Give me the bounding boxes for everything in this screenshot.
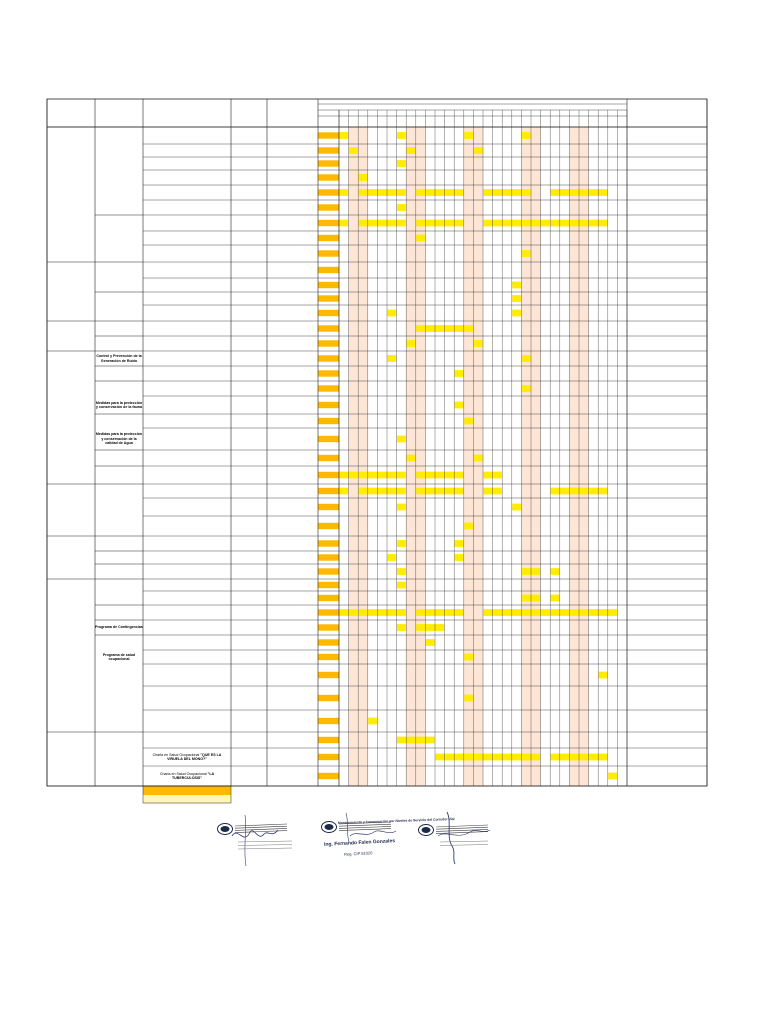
cell-orange [318, 235, 339, 241]
cell-orange [318, 582, 339, 588]
cell-filled [407, 147, 416, 154]
signature-block-center [318, 816, 455, 864]
cell-filled [339, 132, 348, 139]
cell-filled [387, 310, 396, 317]
cell-filled [455, 370, 464, 377]
cell-filled [359, 220, 406, 227]
cell-filled [407, 340, 416, 347]
activity-label: Programa de Contingencias [95, 625, 143, 630]
cell-orange [318, 436, 339, 442]
cell-filled [464, 523, 473, 530]
stamp-seal-core [221, 826, 230, 832]
cell-filled [359, 472, 406, 479]
stamp-header: Mantenimiento y Conservación por Niveles de Servicio del Corredor Vial [337, 816, 455, 826]
cell-filled [368, 718, 377, 725]
cell-orange [318, 624, 339, 630]
cell-filled [339, 488, 348, 495]
cell-orange [318, 355, 339, 361]
stamp-left [218, 815, 293, 866]
cell-orange [318, 609, 339, 615]
cell-orange [318, 639, 339, 645]
cell-filled [387, 355, 396, 362]
cell-filled [599, 672, 608, 679]
cell-filled [522, 132, 531, 139]
stamp-seal-core [422, 827, 431, 833]
cell-orange [318, 540, 339, 546]
total-bar-orange [143, 786, 231, 795]
schedule-cells [143, 132, 617, 803]
total-bar-light [143, 795, 231, 803]
activity-label: Medidas para la protección y conservación de la fauna [95, 400, 143, 409]
cell-filled [359, 609, 406, 616]
cell-orange [318, 595, 339, 601]
cell-orange [318, 282, 339, 288]
cell-filled [455, 554, 464, 561]
stamp-text-line [235, 831, 287, 833]
stamp-caption-line [238, 845, 292, 846]
cell-orange [318, 295, 339, 301]
stamp-caption-line [238, 848, 292, 849]
cell-filled [464, 132, 473, 139]
cell-filled [359, 488, 406, 495]
cell-filled [387, 554, 396, 561]
cell-filled [483, 220, 549, 227]
week-column-tint [349, 127, 359, 786]
cell-filled [359, 174, 368, 181]
stamp-text-line [436, 827, 488, 829]
cell-filled [416, 488, 463, 495]
cell-filled [397, 582, 406, 589]
cell-filled [416, 624, 444, 631]
cell-filled [512, 504, 521, 511]
cell-filled [551, 609, 617, 616]
cell-filled [416, 472, 463, 479]
cell-orange [318, 189, 339, 195]
stamp-text-line [235, 824, 287, 826]
cell-orange [318, 773, 339, 779]
cell-filled [464, 418, 473, 425]
cell-filled [551, 595, 560, 602]
cell-orange [318, 160, 339, 166]
table-grid [47, 99, 707, 803]
cell-filled [608, 773, 617, 780]
activity-label: Charla en Salud Ocupacional "QUE ES LA VIRUELA DEL MONO?" [152, 752, 222, 761]
cell-orange [318, 568, 339, 574]
table-border [47, 99, 707, 786]
cell-filled [522, 250, 531, 257]
cell-orange [318, 204, 339, 210]
cell-filled [349, 147, 358, 154]
cell-filled [397, 568, 406, 575]
cell-orange [318, 554, 339, 560]
cell-orange [318, 695, 339, 701]
stamp-text-line [235, 828, 287, 830]
cell-filled [339, 220, 348, 227]
cell-orange [318, 385, 339, 391]
cell-filled [416, 235, 425, 242]
stamp-caption-line [238, 841, 292, 842]
week-column-tint [464, 127, 474, 786]
cell-orange [318, 147, 339, 153]
cell-filled [435, 754, 540, 761]
stamp-text-line [436, 832, 488, 834]
stamp-caption-line [440, 841, 488, 842]
cell-filled [397, 504, 406, 511]
cell-orange [318, 488, 339, 494]
cell-filled [522, 385, 531, 392]
signature-stroke [245, 815, 246, 866]
activity-label: Control y Prevención de la Generación de Ruido [96, 354, 142, 363]
cell-filled [483, 609, 549, 616]
cell-filled [512, 310, 521, 317]
cell-filled [397, 132, 406, 139]
cell-filled [464, 654, 473, 661]
cell-filled [397, 160, 406, 167]
activity-label: Programa de salud ocupacional [102, 652, 136, 661]
cell-filled [416, 189, 463, 196]
cell-filled [551, 568, 560, 575]
cell-orange [318, 754, 339, 760]
cell-filled [426, 639, 435, 646]
cell-orange [318, 174, 339, 180]
cell-filled [512, 295, 521, 302]
signer-registration: Reg. CIP 81020 [343, 850, 373, 857]
cell-filled [474, 340, 483, 347]
cell-filled [522, 355, 531, 362]
cell-filled [483, 189, 530, 196]
activity-label: Medidas para la protección y conservación de la calidad de Agua [95, 432, 143, 446]
cell-orange [318, 737, 339, 743]
cell-filled [339, 189, 348, 196]
cell-filled [512, 282, 521, 289]
cell-orange [318, 340, 339, 346]
cell-orange [318, 523, 339, 529]
cell-orange [318, 325, 339, 331]
cell-filled [474, 455, 483, 462]
cell-orange [318, 220, 339, 226]
cell-orange [318, 250, 339, 256]
cell-orange [318, 132, 339, 138]
cell-filled [455, 540, 464, 547]
cell-filled [397, 204, 406, 211]
cell-orange [318, 418, 339, 424]
cell-filled [397, 624, 406, 631]
cell-filled [416, 609, 463, 616]
activity-label: Charla en Salud Ocupacional "LA TUBERCULOSIS" [159, 771, 215, 780]
cell-filled [464, 695, 473, 702]
cell-orange [318, 267, 339, 273]
cell-filled [455, 402, 464, 409]
cell-orange [318, 402, 339, 408]
cell-orange [318, 504, 339, 510]
cell-orange [318, 310, 339, 316]
stamp-text-line [235, 826, 287, 828]
cell-filled [397, 436, 406, 443]
cell-orange [318, 472, 339, 478]
signer-name: Ing. Fernando Falen Gonzales [323, 838, 396, 848]
cell-orange [318, 718, 339, 724]
cell-filled [416, 220, 463, 227]
cell-filled [407, 455, 416, 462]
cell-filled [397, 540, 406, 547]
cell-orange [318, 455, 339, 461]
cell-orange [318, 370, 339, 376]
cell-filled [474, 147, 483, 154]
cell-orange [318, 672, 339, 678]
stamp-caption-line [440, 845, 488, 846]
stamp-text-line [436, 825, 488, 827]
cell-orange [318, 654, 339, 660]
cell-filled [359, 189, 406, 196]
